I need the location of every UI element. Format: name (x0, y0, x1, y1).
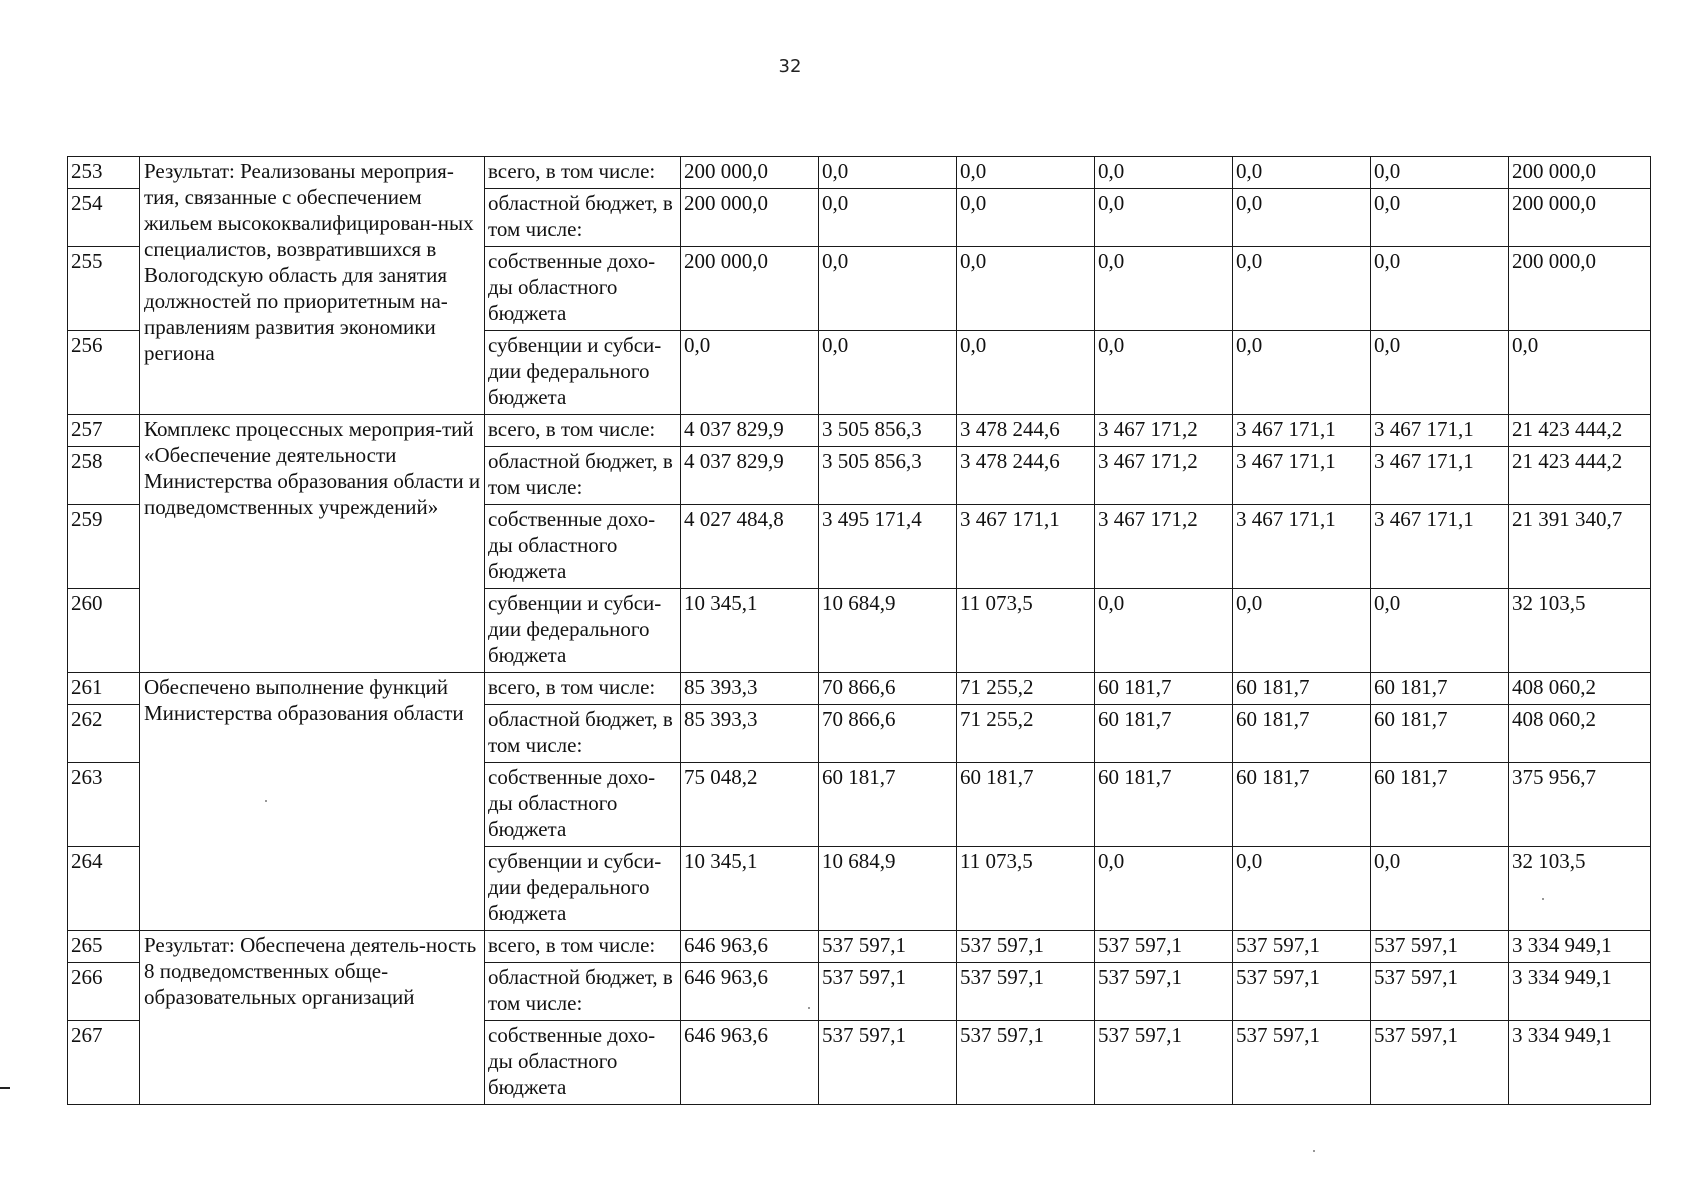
year-value-cell: 60 181,7 (1095, 705, 1233, 763)
funding-source: областной бюджет, в том числе: (485, 189, 681, 247)
total-value-cell: 200 000,0 (1509, 247, 1651, 331)
funding-source: собственные дохо-ды областного бюджета (485, 1021, 681, 1105)
year-value-cell: 0,0 (1095, 331, 1233, 415)
table-row (68, 931, 1651, 963)
table-row (68, 157, 1651, 189)
year-value-cell: 537 597,1 (1233, 963, 1371, 1021)
year-value-cell: 3 467 171,1 (1233, 505, 1371, 589)
total-value-cell: 375 956,7 (1509, 763, 1651, 847)
row-number: 255 (68, 247, 140, 331)
funding-source: субвенции и субси-дии федерального бюджета (485, 847, 681, 931)
year-value-cell: 0,0 (819, 247, 957, 331)
year-value-cell: 70 866,6 (819, 705, 957, 763)
row-number: 260 (68, 589, 140, 673)
year-value-cell: 60 181,7 (1233, 705, 1371, 763)
total-value-cell: 408 060,2 (1509, 705, 1651, 763)
year-value-cell: 4 037 829,9 (681, 447, 819, 505)
year-value-cell: 537 597,1 (819, 1021, 957, 1105)
year-value-cell: 0,0 (957, 247, 1095, 331)
result-description: Комплекс процессных мероприя-тий «Обеспечение деятельности Министерства образования области и подведомственных учреждений» (140, 415, 485, 673)
row-number: 254 (68, 189, 140, 247)
year-value-cell: 0,0 (1233, 847, 1371, 931)
year-value-cell: 0,0 (1095, 589, 1233, 673)
year-value-cell: 0,0 (1095, 847, 1233, 931)
year-value-cell: 10 345,1 (681, 589, 819, 673)
total-value-cell: 3 334 949,1 (1509, 963, 1651, 1021)
total-value-cell: 3 334 949,1 (1509, 931, 1651, 963)
year-value-cell: 200 000,0 (681, 157, 819, 189)
year-value-cell: 60 181,7 (1371, 673, 1509, 705)
year-value-cell: 0,0 (1371, 157, 1509, 189)
scan-speck (265, 800, 267, 802)
year-value-cell: 0,0 (819, 189, 957, 247)
year-value-cell: 70 866,6 (819, 673, 957, 705)
year-value-cell: 537 597,1 (1371, 963, 1509, 1021)
funding-source: всего, в том числе: (485, 415, 681, 447)
row-number: 256 (68, 331, 140, 415)
year-value-cell: 60 181,7 (1233, 673, 1371, 705)
year-value-cell: 60 181,7 (1095, 673, 1233, 705)
table-row (68, 415, 1651, 447)
year-value-cell: 537 597,1 (1371, 931, 1509, 963)
year-value-cell: 60 181,7 (1233, 763, 1371, 847)
year-value-cell: 0,0 (1095, 189, 1233, 247)
year-value-cell: 0,0 (1095, 157, 1233, 189)
year-value-cell: 3 505 856,3 (819, 447, 957, 505)
row-number: 253 (68, 157, 140, 189)
row-number: 261 (68, 673, 140, 705)
year-value-cell: 537 597,1 (1233, 1021, 1371, 1105)
funding-source: субвенции и субси-дии федерального бюджета (485, 589, 681, 673)
year-value-cell: 60 181,7 (819, 763, 957, 847)
year-value-cell: 537 597,1 (819, 963, 957, 1021)
scan-speck (1313, 1150, 1315, 1152)
year-value-cell: 11 073,5 (957, 589, 1095, 673)
year-value-cell: 0,0 (1371, 247, 1509, 331)
year-value-cell: 0,0 (1371, 189, 1509, 247)
funding-source: областной бюджет, в том числе: (485, 705, 681, 763)
funding-source: областной бюджет, в том числе: (485, 447, 681, 505)
total-value-cell: 21 391 340,7 (1509, 505, 1651, 589)
year-value-cell: 3 467 171,2 (1095, 415, 1233, 447)
funding-source: собственные дохо-ды областного бюджета (485, 763, 681, 847)
year-value-cell: 0,0 (1233, 589, 1371, 673)
year-value-cell: 4 027 484,8 (681, 505, 819, 589)
year-value-cell: 0,0 (1371, 589, 1509, 673)
year-value-cell: 10 684,9 (819, 847, 957, 931)
row-number: 264 (68, 847, 140, 931)
total-value-cell: 0,0 (1509, 331, 1651, 415)
row-number: 266 (68, 963, 140, 1021)
year-value-cell: 60 181,7 (1371, 763, 1509, 847)
year-value-cell: 85 393,3 (681, 673, 819, 705)
year-value-cell: 0,0 (1233, 189, 1371, 247)
total-value-cell: 200 000,0 (1509, 189, 1651, 247)
margin-mark (0, 1087, 10, 1089)
funding-source: всего, в том числе: (485, 931, 681, 963)
year-value-cell: 537 597,1 (819, 931, 957, 963)
year-value-cell: 3 467 171,2 (1095, 447, 1233, 505)
year-value-cell: 0,0 (819, 331, 957, 415)
year-value-cell: 537 597,1 (1095, 1021, 1233, 1105)
year-value-cell: 646 963,6 (681, 931, 819, 963)
page-number: 32 (778, 56, 802, 77)
year-value-cell: 537 597,1 (1371, 1021, 1509, 1105)
table-row (68, 673, 1651, 705)
year-value-cell: 85 393,3 (681, 705, 819, 763)
row-number: 263 (68, 763, 140, 847)
total-value-cell: 200 000,0 (1509, 157, 1651, 189)
row-number: 257 (68, 415, 140, 447)
row-number: 265 (68, 931, 140, 963)
year-value-cell: 0,0 (957, 189, 1095, 247)
year-value-cell: 60 181,7 (1095, 763, 1233, 847)
budget-table (67, 156, 1651, 1105)
year-value-cell: 3 467 171,1 (1371, 505, 1509, 589)
table-body (68, 157, 1651, 1105)
year-value-cell: 537 597,1 (957, 963, 1095, 1021)
year-value-cell: 0,0 (681, 331, 819, 415)
year-value-cell: 3 467 171,1 (1233, 447, 1371, 505)
year-value-cell: 3 467 171,1 (1371, 447, 1509, 505)
row-number: 258 (68, 447, 140, 505)
year-value-cell: 0,0 (1095, 247, 1233, 331)
year-value-cell: 10 345,1 (681, 847, 819, 931)
row-number: 262 (68, 705, 140, 763)
total-value-cell: 3 334 949,1 (1509, 1021, 1651, 1105)
year-value-cell: 3 495 171,4 (819, 505, 957, 589)
total-value-cell: 21 423 444,2 (1509, 415, 1651, 447)
year-value-cell: 0,0 (1233, 247, 1371, 331)
year-value-cell: 3 505 856,3 (819, 415, 957, 447)
year-value-cell: 11 073,5 (957, 847, 1095, 931)
year-value-cell: 3 478 244,6 (957, 447, 1095, 505)
year-value-cell: 71 255,2 (957, 705, 1095, 763)
year-value-cell: 537 597,1 (957, 931, 1095, 963)
year-value-cell: 0,0 (819, 157, 957, 189)
funding-source: областной бюджет, в том числе: (485, 963, 681, 1021)
year-value-cell: 0,0 (1233, 157, 1371, 189)
year-value-cell: 537 597,1 (957, 1021, 1095, 1105)
year-value-cell: 71 255,2 (957, 673, 1095, 705)
result-description: Результат: Обеспечена деятель-ность 8 подведомственных обще-образовательных организаций (140, 931, 485, 1105)
year-value-cell: 60 181,7 (1371, 705, 1509, 763)
year-value-cell: 60 181,7 (957, 763, 1095, 847)
year-value-cell: 3 478 244,6 (957, 415, 1095, 447)
year-value-cell: 0,0 (957, 331, 1095, 415)
year-value-cell: 646 963,6 (681, 963, 819, 1021)
result-description: Обеспечено выполнение функций Министерства образования области (140, 673, 485, 931)
year-value-cell: 0,0 (1233, 331, 1371, 415)
funding-source: субвенции и субси-дии федерального бюджета (485, 331, 681, 415)
funding-source: всего, в том числе: (485, 157, 681, 189)
year-value-cell: 646 963,6 (681, 1021, 819, 1105)
funding-source: собственные дохо-ды областного бюджета (485, 505, 681, 589)
year-value-cell: 537 597,1 (1233, 931, 1371, 963)
funding-source: всего, в том числе: (485, 673, 681, 705)
row-number: 259 (68, 505, 140, 589)
year-value-cell: 0,0 (1371, 847, 1509, 931)
funding-source: собственные дохо-ды областного бюджета (485, 247, 681, 331)
year-value-cell: 3 467 171,1 (957, 505, 1095, 589)
result-description: Результат: Реализованы мероприя-тия, связанные с обеспечением жильем высококвалифицирован-ных специалистов, возвратившихся в Вологодскую область для занятия должностей по приоритетным на-правлениям развития экономики региона (140, 157, 485, 415)
total-value-cell: 32 103,5 (1509, 847, 1651, 931)
year-value-cell: 200 000,0 (681, 189, 819, 247)
year-value-cell: 537 597,1 (1095, 963, 1233, 1021)
row-number: 267 (68, 1021, 140, 1105)
year-value-cell: 10 684,9 (819, 589, 957, 673)
year-value-cell: 3 467 171,2 (1095, 505, 1233, 589)
year-value-cell: 200 000,0 (681, 247, 819, 331)
year-value-cell: 0,0 (1371, 331, 1509, 415)
year-value-cell: 0,0 (957, 157, 1095, 189)
total-value-cell: 408 060,2 (1509, 673, 1651, 705)
year-value-cell: 537 597,1 (1095, 931, 1233, 963)
year-value-cell: 3 467 171,1 (1371, 415, 1509, 447)
year-value-cell: 4 037 829,9 (681, 415, 819, 447)
total-value-cell: 32 103,5 (1509, 589, 1651, 673)
year-value-cell: 75 048,2 (681, 763, 819, 847)
year-value-cell: 3 467 171,1 (1233, 415, 1371, 447)
scan-speck (808, 1007, 810, 1009)
total-value-cell: 21 423 444,2 (1509, 447, 1651, 505)
scan-speck (1542, 898, 1544, 900)
